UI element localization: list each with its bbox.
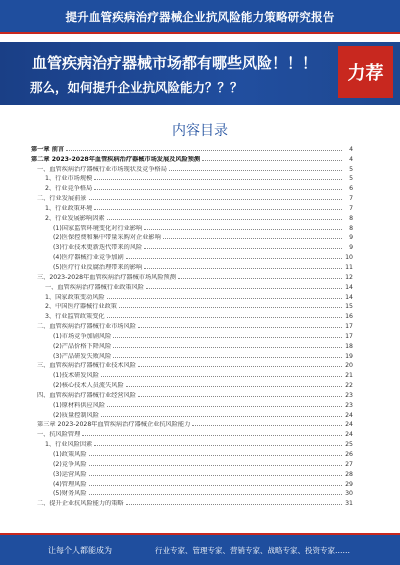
hero-subhead: 那么，如何提升企业抗风险能力？？？ (30, 80, 243, 95)
toc-entry-page: 17 (345, 323, 353, 331)
toc-entry-page: 4 (349, 155, 353, 163)
toc-entry[interactable] (31, 163, 353, 173)
toc-leader-dots (138, 327, 342, 328)
toc-entry-label: 二、血管疾病治疗器械行业市场风险 (37, 323, 136, 331)
toc-entry-page: 25 (345, 441, 353, 449)
toc-entry[interactable] (31, 340, 353, 350)
toc-entry-page: 14 (345, 283, 353, 291)
toc-leader-dots (89, 465, 342, 466)
toc-entry[interactable] (31, 320, 353, 330)
toc-leader-dots (89, 475, 342, 476)
toc-entry-page: 21 (345, 372, 353, 380)
toc-leader-dots (94, 209, 342, 210)
toc-entry-page: 17 (345, 332, 353, 340)
toc-entry-page: 8 (349, 224, 353, 232)
toc-entry[interactable] (31, 448, 353, 458)
toc-leader-dots (107, 298, 342, 299)
toc-leader-dots (113, 337, 342, 338)
toc-entry[interactable] (31, 438, 353, 448)
toc-leader-dots (169, 170, 342, 171)
toc-entry[interactable] (31, 222, 353, 232)
toc-entry-label: (3)行业技术更新迭代带来的风险 (53, 244, 143, 252)
toc-entry-page: 11 (345, 263, 353, 271)
toc-entry-page: 23 (345, 401, 353, 409)
toc-leader-dots (126, 386, 342, 387)
toc-entry-label: (2)竞争风险 (53, 460, 87, 468)
recommend-badge: 力荐 (338, 46, 393, 98)
toc-leader-dots (192, 425, 342, 426)
toc-entry-page: 24 (345, 421, 353, 429)
toc-entry-label: 三、血管疾病治疗器械行业技术风险 (37, 362, 136, 370)
toc-leader-dots (144, 268, 342, 269)
toc-leader-dots (82, 435, 342, 436)
toc-entry-page: 12 (345, 273, 353, 281)
toc-entry[interactable] (31, 271, 353, 281)
footer-band (0, 533, 400, 565)
toc-entry[interactable] (31, 143, 353, 153)
toc-entry-label: (4)管理风险 (53, 480, 87, 488)
toc-entry-page: 8 (349, 214, 353, 222)
toc-entry-page: 24 (345, 411, 353, 419)
toc-entry-label: 一、血管疾病治疗器械行业政策风险 (45, 283, 144, 291)
toc-entry-label: 3、行业监管政策变化 (45, 313, 105, 321)
toc-leader-dots (94, 189, 342, 190)
toc-entry[interactable] (31, 330, 353, 340)
toc-title: 内容目录 (172, 123, 228, 139)
toc-entry-page: 9 (349, 244, 353, 252)
toc-entry[interactable] (31, 173, 353, 183)
toc-leader-dots (107, 317, 342, 318)
toc-entry-page: 19 (345, 352, 353, 360)
toc-leader-dots (101, 376, 342, 377)
toc-entry-label: 二、行业发展前景 (37, 195, 87, 203)
toc-entry-label: (2)质量控制风险 (53, 411, 99, 419)
toc-entry[interactable] (31, 251, 353, 261)
toc-entry-page: 5 (349, 165, 353, 173)
toc-entry[interactable] (31, 458, 353, 468)
toc-entry-page: 24 (345, 431, 353, 439)
toc-entry-label: (3)产品研发失败风险 (53, 352, 112, 360)
toc-entry-label: 1、行业政策环境 (45, 204, 93, 212)
toc-entry-label: 第三章 2023-2028年血管疾病治疗器械企业抗风险能力 (37, 421, 191, 429)
toc-leader-dots (89, 455, 342, 456)
table-of-contents (31, 143, 353, 507)
toc-entry-page: 28 (345, 470, 353, 478)
toc-entry-label: (5)医疗行业反腐治理带来的影响 (53, 263, 143, 271)
toc-entry-label: 2、行业竞争格局 (45, 185, 93, 193)
toc-entry[interactable] (31, 232, 353, 242)
toc-entry-page: 4 (349, 145, 353, 153)
toc-entry[interactable] (31, 202, 353, 212)
toc-entry-label: 二、提升企业抗风险能力的策略 (37, 500, 124, 508)
toc-entry[interactable] (31, 468, 353, 478)
toc-leader-dots (89, 199, 343, 200)
toc-leader-dots (107, 406, 342, 407)
toc-entry-page: 30 (345, 490, 353, 498)
toc-entry-page: 15 (345, 303, 353, 311)
toc-entry-page: 14 (345, 293, 353, 301)
toc-entry-label: (1)政策风险 (53, 451, 87, 458)
toc-leader-dots (144, 229, 342, 230)
toc-entry-page: 7 (349, 195, 353, 203)
toc-entry[interactable] (31, 379, 353, 389)
toc-entry-page: 6 (349, 185, 353, 193)
toc-leader-dots (113, 347, 342, 348)
footer-slogan: 让每个人都能成为 (48, 546, 112, 555)
toc-leader-dots (89, 494, 342, 495)
toc-entry-page: 29 (345, 480, 353, 488)
toc-leader-dots (126, 504, 342, 505)
toc-entry-label: (4)医疗器械行业竞争加剧 (53, 254, 124, 262)
toc-entry-label: (1)技术研发风险 (53, 372, 99, 380)
toc-leader-dots (113, 357, 342, 358)
toc-entry-label: 1、行业风险因素 (45, 441, 93, 449)
toc-leader-dots (144, 248, 342, 249)
toc-entry[interactable] (31, 291, 353, 301)
toc-entry[interactable] (31, 478, 353, 488)
toc-entry-page: 7 (349, 204, 353, 212)
toc-leader-dots (94, 179, 342, 180)
toc-entry-page: 27 (345, 460, 353, 468)
toc-entry-label: 2、行业发展影响因素 (45, 214, 105, 222)
toc-leader-dots (138, 396, 342, 397)
toc-leader-dots (89, 485, 342, 486)
toc-entry[interactable] (31, 389, 353, 399)
toc-leader-dots (163, 238, 342, 239)
toc-entry-page: 31 (345, 500, 353, 508)
toc-entry-label: 三、2023-2028年血管疾病治疗器械市场风险预测 (37, 273, 176, 281)
toc-entry[interactable] (31, 281, 353, 291)
toc-entry-page: 16 (345, 313, 353, 321)
toc-leader-dots (107, 219, 342, 220)
toc-entry[interactable] (31, 428, 353, 438)
toc-entry-label: (2)医保控费和集中带量采购对企业影响 (53, 234, 161, 242)
toc-entry-label: 第二章 2023-2028年血管疾病治疗器械市场发展及风险预测 (31, 155, 201, 163)
toc-entry-label: (1)国家监管环境变化对行业影响 (53, 224, 143, 232)
toc-entry[interactable] (31, 419, 353, 429)
toc-entry-label: 2、中国医疗器械行业政策 (45, 303, 117, 311)
toc-leader-dots (178, 278, 342, 279)
toc-entry-label: (2)产品价格下降风险 (53, 342, 112, 350)
hero-headline: 血管疾病治疗器械市场都有哪些风险！！！ (32, 54, 318, 72)
toc-entry[interactable] (31, 182, 353, 192)
toc-entry-page: 9 (349, 234, 353, 242)
toc-entry-label: 四、血管疾病治疗器械行业经营风险 (37, 391, 136, 399)
toc-entry[interactable] (31, 360, 353, 370)
toc-leader-dots (66, 150, 342, 151)
toc-entry-label: (5)财务风险 (53, 490, 87, 498)
toc-entry[interactable] (31, 310, 353, 320)
toc-entry-page: 22 (345, 382, 353, 390)
toc-entry[interactable] (31, 241, 353, 251)
toc-entry-label: 第一章 前言 (31, 145, 65, 153)
toc-entry-label: 1、行业市场规模 (45, 175, 93, 183)
toc-leader-dots (119, 307, 342, 308)
toc-leader-dots (202, 160, 342, 161)
report-title: 提升血管疾病治疗器械企业抗风险能力策略研究报告 (65, 10, 335, 24)
toc-leader-dots (126, 258, 342, 259)
toc-entry[interactable] (31, 301, 353, 311)
toc-entry-label: (2)核心技术人员流失风险 (53, 382, 124, 390)
toc-entry-label: 一、抗风险管理 (37, 431, 81, 439)
toc-leader-dots (101, 416, 342, 417)
toc-leader-dots (94, 445, 342, 446)
toc-entry-page: 20 (345, 362, 353, 370)
toc-entry-page: 18 (345, 342, 353, 350)
toc-entry-page: 10 (345, 254, 353, 262)
toc-leader-dots (138, 366, 342, 367)
toc-entry-page: 5 (349, 175, 353, 183)
toc-entry[interactable] (31, 153, 353, 163)
toc-leader-dots (146, 288, 342, 289)
toc-entry[interactable] (31, 192, 353, 202)
toc-entry[interactable] (31, 350, 353, 360)
toc-entry-label: (1)原材料供应风险 (53, 401, 106, 409)
toc-entry[interactable] (31, 261, 353, 271)
header-band (0, 0, 400, 34)
toc-entry-label: 1、国家政策变动风险 (45, 293, 105, 301)
toc-entry-label: (3)运营风险 (53, 470, 87, 478)
toc-entry[interactable] (31, 369, 353, 379)
toc-entry-label: 一、血管疾病治疗器械行业市场现状及竞争格局 (37, 165, 167, 173)
toc-entry[interactable] (31, 212, 353, 222)
toc-entry[interactable] (31, 399, 353, 409)
toc-entry-page: 26 (345, 451, 353, 458)
toc-entry[interactable] (31, 488, 353, 498)
toc-entry-label: (1)市场竞争加剧风险 (53, 332, 112, 340)
footer-tagline: 行业专家、管理专家、营销专家、战略专家、投资专家…… (155, 546, 350, 555)
toc-entry[interactable] (31, 409, 353, 419)
toc-entry[interactable] (31, 497, 353, 507)
toc-entry-page: 23 (345, 391, 353, 399)
